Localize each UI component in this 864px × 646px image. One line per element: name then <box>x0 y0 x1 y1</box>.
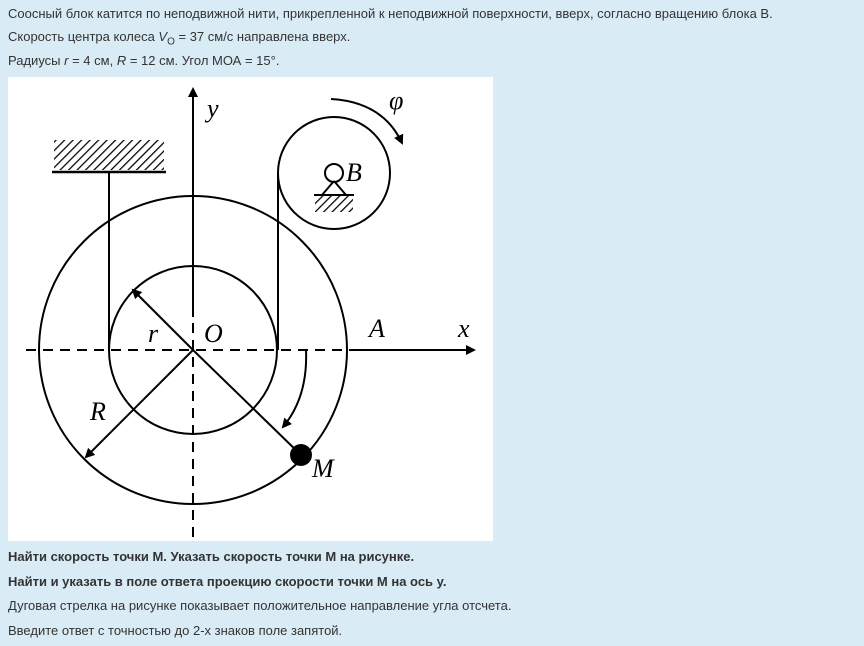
rotation-arrow-inner <box>283 350 306 427</box>
mechanism-diagram <box>8 77 493 541</box>
radii-text-a: Радиусы <box>8 53 65 68</box>
problem-line-3 <box>8 53 279 68</box>
label-R: R <box>90 397 106 426</box>
label-O: O <box>204 319 223 348</box>
problem-line-1: Соосный блок катится по неподвижной нити, прикрепленной к неподвижной поверхности, вверх, согласно вращению блока В. <box>8 6 773 21</box>
radius-OM-line <box>193 350 301 455</box>
velocity-subscript: O <box>167 36 175 48</box>
fixed-support-hatch <box>54 140 164 170</box>
pulley-B-base-hatch <box>315 196 353 212</box>
velocity-text-suffix: = 37 см/с направлена вверх. <box>174 29 351 44</box>
label-A: A <box>369 314 385 343</box>
radius-R-symbol: R <box>116 53 127 68</box>
note-1: Дуговая стрелка на рисунке показывает положительное направление угла отсчета. <box>8 598 512 613</box>
label-phi: φ <box>389 86 404 115</box>
pulley-B-leg-left <box>322 181 334 195</box>
label-M: M <box>312 454 334 483</box>
mechanism-figure <box>8 77 493 541</box>
label-y: y <box>207 94 219 123</box>
velocity-text-prefix: Скорость центра колеса <box>8 29 159 44</box>
problem-line-2 <box>8 29 350 48</box>
label-B: B <box>346 158 362 187</box>
task-1: Найти скорость точки М. Указать скорость точки М на рисунке. <box>8 549 415 564</box>
point-M <box>290 444 312 466</box>
radii-text-c: = 12 см. Угол МОА = 15°. <box>126 53 280 68</box>
velocity-symbol: V <box>158 29 168 44</box>
radii-text-b: = 4 см, <box>68 53 117 68</box>
pulley-B-pin <box>325 164 343 182</box>
radius-r-symbol: r <box>64 53 69 68</box>
label-x: x <box>458 314 470 343</box>
label-r: r <box>148 319 159 348</box>
pulley-B-leg-right <box>334 181 346 195</box>
radius-r-vector <box>133 290 193 350</box>
task-2: Найти и указать в поле ответа проекцию скорости точки М на ось y. <box>8 574 447 589</box>
note-2: Введите ответ с точностью до 2-х знаков поле запятой. <box>8 623 343 638</box>
